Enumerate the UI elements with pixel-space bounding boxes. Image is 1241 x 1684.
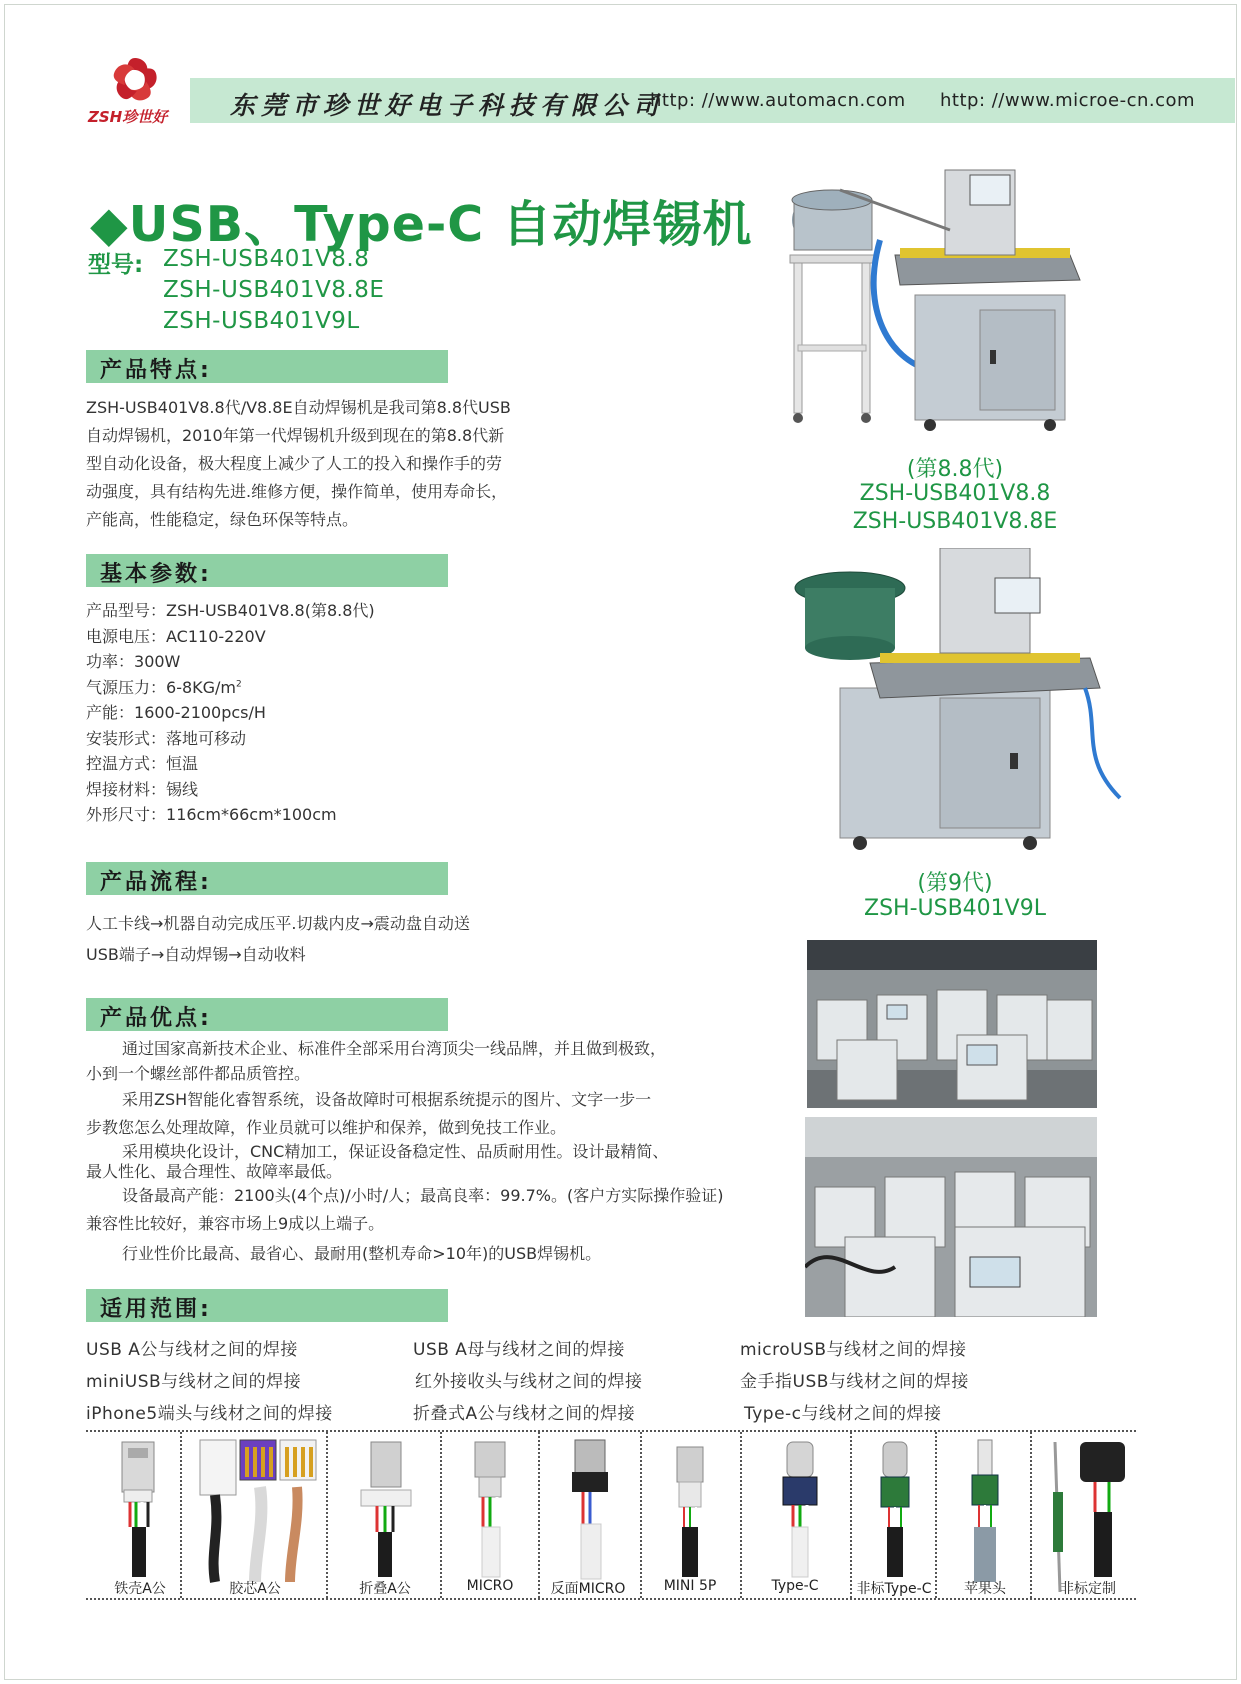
model-1: ZSH-USB401V8.8 (163, 246, 370, 272)
connector-label: MICRO (466, 1578, 514, 1594)
connector-label: Type-C (771, 1578, 819, 1594)
scope-item: iPhone5端头与线材之间的焊接 (86, 1404, 333, 1424)
usb-a-metal-connector (100, 1432, 180, 1598)
param-row: 焊接材料：锡线 (86, 779, 199, 799)
gen88-model1: ZSH-USB401V8.8 (859, 481, 1051, 506)
param-row: 电源电压：AC110-220V (86, 626, 266, 646)
connector-label: 铁壳A公 (114, 1581, 166, 1597)
features-text: ZSH-USB401V8.8代/V8.8E自动焊锡机是我司第8.8代USB 自动焊锡机，2010年第一代焊锡机升级到现在的第8.8代新 型自动化设备，极大程度上减少了人工的投入和操作手的劳 动强度，具有结构先进.维修方便，操作简单，使用寿命长， 产能高，性能稳定，绿色环保等特点。 (86, 398, 511, 529)
scope-item: USB A公与线材之间的焊接 (86, 1340, 298, 1360)
connector-label: 非标定制 (1060, 1581, 1116, 1597)
type-c-connector (765, 1432, 835, 1598)
process-heading: 产品流程: (86, 862, 448, 895)
nonstandard-type-c-connector (865, 1432, 925, 1598)
gen9-model: ZSH-USB401V9L (864, 896, 1046, 921)
param-row: 气源压力：$6-8KG/m^2$ (86, 677, 242, 697)
advantages-text: 通过国家高新技术企业、标准件全部采用台湾顶尖一线品牌，并且做到极致， 小到一个螺丝部件都品质管控。 采用ZSH智能化睿智系统，设备故障时可根据系统提示的图片、文字一步一 步教您怎么处理故障，作业员就可以维护和保养，做到免技工作业。 采用模块化设计，CNC精加工，保证设备稳定性、品质耐用性。设计最精简、 最人性化、最合理性、故障率最低。 设备最高产能：2100头(4个点)/小时/人；最高良率：99.7%。(客户方实际操作验证) 兼容性比较好，兼容市场上9成以上端子。 行业性价比最高、最省心、最耐用(整机寿命>10年)的USB焊锡机。 (86, 1039, 724, 1263)
param-row: 产品型号：ZSH-USB401V8.8(第8.8代) (86, 601, 375, 620)
folding-usb-a-connector (345, 1432, 425, 1598)
connector-label: 非标Type-C (856, 1581, 932, 1597)
custom-connector (1040, 1432, 1135, 1598)
param-row: 外形尺寸：116cm*66cm*100cm (86, 805, 337, 824)
gen88-model2: ZSH-USB401V8.8E (852, 509, 1058, 534)
factory-floor-photo-1 (807, 940, 1097, 1108)
micro-usb-connector (455, 1432, 525, 1598)
param-row: 产能：1600-2100pcs/H (86, 703, 266, 722)
connector-label: 反面MICRO (550, 1581, 626, 1597)
mini-5p-connector (660, 1432, 720, 1598)
scope-item: Type-c与线材之间的焊接 (744, 1404, 942, 1424)
advantages-heading: 产品优点: (86, 998, 448, 1031)
features-heading: 产品特点: (86, 350, 448, 383)
scope-item: 金手指USB与线材之间的焊接 (740, 1372, 969, 1392)
website-link-microe[interactable]: http: //www.microe-cn.com (940, 90, 1196, 111)
connector-label: 折叠A公 (359, 1581, 411, 1597)
machine-v9-photo (790, 548, 1125, 853)
model-label: 型号: (88, 252, 144, 278)
param-row: 安装形式：落地可移动 (86, 728, 247, 748)
product-title: ◆USB、Type-C 自动焊锡机 (90, 196, 753, 253)
reverse-micro-usb-connector (555, 1432, 625, 1598)
logo-text: ZSH珍世好 (88, 108, 168, 126)
param-row: 控温方式：恒温 (86, 754, 199, 773)
gen88-caption: (第8.8代) (906, 457, 1004, 482)
params-heading: 基本参数: (86, 554, 448, 587)
model-2: ZSH-USB401V8.8E (163, 277, 385, 303)
scope-heading: 适用范围: (86, 1289, 448, 1322)
scope-item: 红外接收头与线材之间的焊接 (415, 1372, 643, 1392)
factory-floor-photo-2 (805, 1117, 1097, 1317)
connector-label: MINI 5P (663, 1578, 717, 1594)
param-row: 功率：300W (86, 652, 181, 671)
connector-label: 胶芯A公 (229, 1581, 281, 1597)
usb-a-plastic-connector (185, 1432, 325, 1598)
machine-v88-photo (780, 160, 1140, 445)
gen9-caption: (第9代) (917, 871, 993, 896)
scope-item: microUSB与线材之间的焊接 (740, 1340, 967, 1360)
company-name: 东莞市珍世好电子科技有限公司 (230, 91, 665, 120)
scope-item: 折叠式A公与线材之间的焊接 (413, 1404, 636, 1424)
params-list (86, 598, 375, 828)
apple-lightning-connector (950, 1432, 1020, 1598)
website-link-automacn[interactable]: http: //www.automacn.com (650, 90, 906, 111)
connector-label: 苹果头 (964, 1581, 1006, 1597)
scope-item: miniUSB与线材之间的焊接 (86, 1372, 302, 1392)
model-3: ZSH-USB401V9L (163, 308, 360, 334)
process-text: 人工卡线→机器自动完成压平.切裁内皮→震动盘自动送 USB端子→自动焊锡→自动收料 (86, 914, 470, 964)
scope-item: USB A母与线材之间的焊接 (413, 1340, 625, 1360)
